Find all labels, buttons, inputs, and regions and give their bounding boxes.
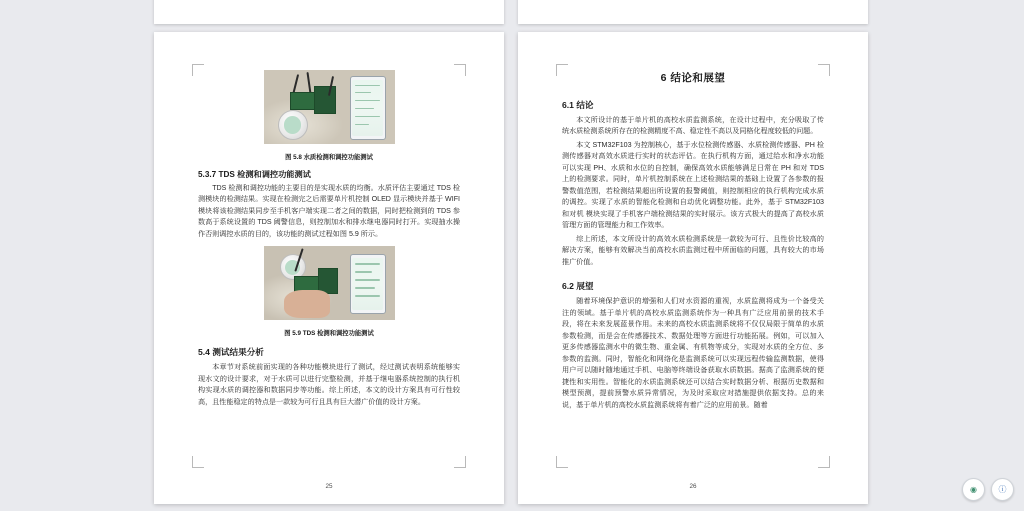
figure-5-8-caption: 图 5.8 水质检测和调控功能测试 (285, 154, 373, 161)
paragraph-6-1-2: 本文 STM32F103 为控制核心，基于水位检测传感器、水质检测传感器、PH 检测传感器对高效水质进行实时的状态评估。在执行机构方面，通过给水和净水功能可以实现 PH、水质和水位的自控制，确保高效水质能够满足日常在 PH 和对 TDS 上的检测要求。同时，单片机控制系统在上述检测结果的基础上设置了各参数的报警数值范围，若检测结果超出所设置的报警阈值，则控制相应的执行机构完成水质的调控。实现了水质的智能化检测和自动优化调整功能。此外，基于 STM32F103 和对机 模块实现了手机客户端检测结果的实时展示。该方式极大的提高了高校水质管理方面的管理能力和工作效率。 (562, 140, 824, 230)
paragraph-6-1-1: 本文所设计的基于单片机的高校水质监测系统，在设计过程中，充分吸取了传统水质检测系统所存在的检测精度不高、稳定性不高以及同格化程度较低的问题。 (562, 116, 824, 136)
page-number-26: 26 (689, 483, 697, 490)
paragraph-5-3-7: TDS 检测和调控功能的主要目的是实现水质的均衡。水质评估主要通过 TDS 检测模块的检测结果。实现在检测完之后需要单片机控制 OLED 显示模块并基于 WIFI 模块将该检测结果同步至手机客户端实现二者之间的数据，同时把检测到的 TDS 参数高于系统设置的 TDS 阈警信息，则控制加水和排水继电器同时打开。实现抽水操作否则调控水质的目的，该功能的测试过程如图 5.9 所示。 (198, 184, 460, 238)
page-number-25: 25 (325, 483, 333, 490)
document-page-26[interactable] (518, 32, 868, 504)
figure-5-9-image (264, 246, 395, 320)
wire-2 (306, 72, 311, 94)
paragraph-6-2-1: 随着环境保护意识的增强和人们对水资源的重视，水质监测将成为一个备受关注的领域。基于单片机的高校水质监测系统作为一种具有广泛应用前景的技术手段，将在未来发展蓝景作用。未来的高校水质监测系统将不仅仅局限于简单的水质参数检测，而是会在传感器技术、数据处理等方面进行功能拓展。例如，可以加入更多传感器监测水中的微生物、重金属、有机物等成分，实现对水质的全方位、多参数的监测。同时，智能化和网络化是监测系统可以实现远程传输监测数据，使得用户可以随时随地通过手机、电脑等终端设备获取水质数据。据高了监测系统的便捷性和实用性。智能化的水质监测系统还可以结合实时数据分析、根据历史数据和模型预测，提前预警水质异常情况，为及时采取应对措施提供依据支持。总的来说，基于单片机的高校水质监测系统将有着广泛的应用前景。随着 (562, 297, 824, 409)
hand-object (284, 290, 330, 318)
previous-page-right (518, 0, 868, 24)
figure-5-8 (198, 70, 460, 161)
accessibility-button[interactable]: ◉ (962, 478, 985, 501)
figure-5-9-caption: 图 5.9 TDS 检测和调控功能测试 (284, 330, 374, 338)
chapter-title: 6 结论和展望 (660, 72, 726, 84)
cup-object (278, 110, 308, 140)
heading-5-4: 5.4 测试结果分析 (198, 347, 264, 358)
figure-5-8-image (264, 70, 395, 144)
figure-5-9 (198, 246, 460, 337)
previous-page-left (154, 0, 504, 24)
phone-device (350, 76, 386, 140)
floating-controls[interactable] (962, 478, 1014, 501)
heading-5-3-7: 5.3.7 TDS 检测和调控功能测试 (198, 170, 311, 179)
document-page-25[interactable] (154, 32, 504, 504)
page-content-26 (562, 70, 824, 464)
page-content-25 (198, 70, 460, 464)
paragraph-6-1-3: 综上所述，本文所设计的高效水质检测系统是一款较为可行、且性价比较高的解决方案，能够有效解决当前高校水质监测过程中所面临的问题，具有较大的市场推广价值。 (562, 234, 824, 266)
paragraph-5-4: 本章节对系统前面实现的各种功能模块进行了测试，经过测试表明系统能够实现水文的设计要求，对于水质可以进行完整检测，并基于继电器系统控制的执行机构实现水质的调控器和数据同步等功能。综上所述，本文的设计方案具有可行性较高，且性能稳定的特点是一款较为可行且具有巨大潜广价值的设计方案。 (198, 363, 460, 406)
info-button[interactable]: ⓘ (991, 478, 1014, 501)
heading-6-2: 6.2 展望 (562, 281, 594, 292)
phone-device-2 (350, 254, 386, 314)
pcb-board-2 (314, 86, 336, 114)
heading-6-1: 6.1 结论 (562, 100, 594, 110)
